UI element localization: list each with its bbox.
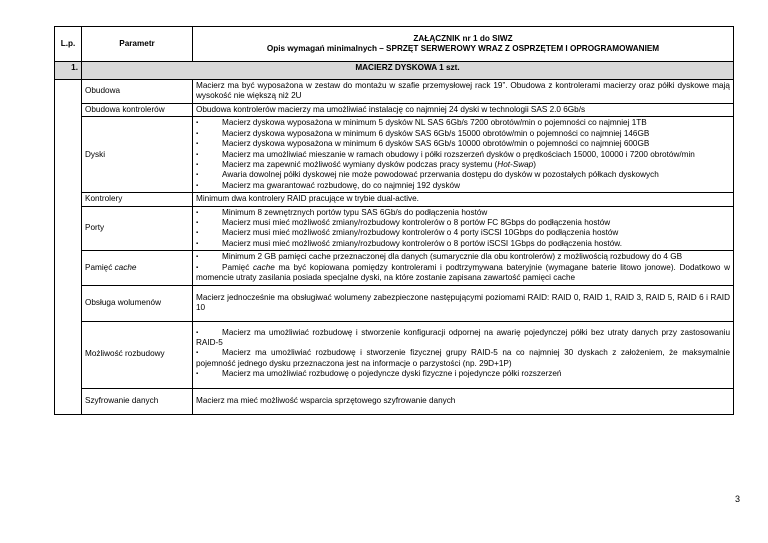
bullet-icon: ▪ — [196, 130, 199, 137]
table-row — [55, 193, 734, 206]
bullet-icon: ▪ — [196, 230, 199, 237]
table-row — [55, 285, 734, 321]
bullet-icon: ▪ — [196, 151, 199, 158]
param-szyfrowanie-danych: Szyfrowanie danych — [82, 388, 193, 414]
list-item: ▪ Minimum 8 zewnętrznych portów typu SAS 6Gb/s do podłączenia hostów — [196, 207, 488, 217]
param-kontrolery: Kontrolery — [82, 193, 193, 206]
dyski-list — [196, 118, 730, 191]
bullet-icon: ▪ — [196, 264, 199, 271]
section-title: MACIERZ DYSKOWA 1 szt. — [82, 62, 734, 80]
bullet-icon: ▪ — [196, 162, 199, 169]
list-item: ▪ Macierz ma umożliwiać rozbudowę i stworzenie fizycznej grupy RAID-5 na co najmniej 30 dyskach z założeniem, że maksymalnie pojemność jednego dysku przeznaczona jest na informacje o parzystości (np. 29D+1P) — [196, 348, 730, 368]
list-item: ▪ Pamięć cache ma być kopiowana pomiędzy kontrolerami i podtrzymywana bateryjnie (wymagane baterie litowo jonowe). Dodatkowo w momencie utraty zasilania posiada specjalne dyski, na które zostanie zapisana zawartość pamięci cache — [196, 262, 730, 283]
param-obudowa: Obudowa — [82, 80, 193, 104]
value-kontrolery: Minimum dwa kontrolery RAID pracujące w trybie dual-active. — [196, 194, 419, 204]
value-obsluga-wolumenow: Macierz jednocześnie ma obsługiwać wolumeny zabezpieczone następującymi poziomami RAID: RAID 0, RAID 1, RAID 3, RAID 5, RAID 6 i RAID 10 — [196, 292, 730, 312]
specification-table — [54, 26, 734, 415]
header-title-line1: ZAŁĄCZNIK nr 1 do SIWZ — [413, 34, 513, 43]
bullet-icon: ▪ — [196, 371, 199, 378]
bullet-icon: ▪ — [196, 141, 199, 148]
header-parametr: Parametr — [82, 27, 193, 62]
bullet-icon: ▪ — [196, 254, 199, 261]
value-szyfrowanie-danych: Macierz ma mieć możliwość wsparcia sprzętowego szyfrowanie danych — [196, 395, 456, 405]
list-item: ▪ Macierz dyskowa wyposażona w minimum 5 dysków NL SAS 6Gb/s 7200 obrotów/min o pojemności co najmniej 1TB — [196, 118, 647, 128]
header-title — [193, 27, 734, 62]
param-pamiec-cache: Pamięć cache — [82, 251, 193, 285]
bullet-icon: ▪ — [196, 350, 199, 357]
hot-swap-term: Hot-Swap — [497, 160, 534, 170]
bullet-icon: ▪ — [196, 329, 199, 336]
list-item: ▪ Macierz musi mieć możliwość zmiany/rozbudowy kontrolerów o 8 portów iSCSI 1Gbps do podłączenia hostów. — [196, 238, 622, 248]
page-number: 3 — [734, 494, 740, 504]
section-number: 1. — [55, 62, 82, 80]
table-row — [55, 80, 734, 104]
header-title-line2: Opis wymagań minimalnych – SPRZĘT SERWEROWY WRAZ Z OSPRZĘTEM I OPROGRAMOWANIEM — [266, 44, 660, 53]
list-item: ▪ Macierz dyskowa wyposażona w minimum 6 dysków SAS 6Gb/s 15000 obrotów/min o pojemności co najmniej 146GB — [196, 128, 650, 138]
bullet-icon: ▪ — [196, 220, 199, 227]
bullet-icon: ▪ — [196, 172, 199, 179]
bullet-icon: ▪ — [196, 182, 199, 189]
table-row — [55, 104, 734, 117]
table-row — [55, 321, 734, 388]
list-item: ▪ Macierz ma umożliwiać rozbudowę i stworzenie konfiguracji odpornej na awarię pojedynczej półki bez utraty danych przy zastosowaniu RAID-5 — [196, 327, 730, 347]
list-item: ▪ Awaria dowolnej półki dyskowej nie może powodować przerwania dostępu do dysków w pozostałych półkach dyskowych — [196, 170, 659, 180]
param-obsluga-wolumenow: Obsługa wolumenów — [82, 285, 193, 321]
param-porty: Porty — [82, 206, 193, 251]
list-item: ▪ Macierz dyskowa wyposażona w minimum 6 dysków SAS 6Gb/s 10000 obrotów/min o pojemności co najmniej 600GB — [196, 139, 650, 149]
list-item: ▪ Macierz ma umożliwiać mieszanie w ramach obudowy i półki rozszerzeń dysków o prędkościach 15000, 10000 i 7200 obrotów/min — [196, 149, 695, 159]
table-row — [55, 206, 734, 251]
list-item: ▪ Macierz musi mieć możliwość zmiany/rozbudowy kontrolerów o 8 portów FC 8Gbps do podłączenia hostów — [196, 218, 611, 228]
param-obudowa-kontrolerow: Obudowa kontrolerów — [82, 104, 193, 117]
table-row — [55, 117, 734, 193]
list-item: ▪ Macierz ma umożliwiać rozbudowę o pojedyncze dyski fizyczne i pojedyncze półki rozszerzeń — [196, 369, 562, 379]
bullet-icon: ▪ — [196, 209, 199, 216]
lp-cell — [55, 80, 82, 415]
list-item: ▪ Macierz musi mieć możliwość zmiany/rozbudowy kontrolerów o 4 porty iSCSI 10Gbps do podłączenia hostów — [196, 228, 619, 238]
list-item: ▪ Macierz ma zapewnić możliwość wymiany dysków podczas pracy systemu (Hot-Swap) — [196, 160, 536, 170]
list-item: ▪ Minimum 2 GB pamięci cache przeznaczonej dla danych (sumarycznie dla obu kontrolerów) z możliwością rozbudowy do 4 GB — [196, 252, 683, 262]
rozbudowa-list — [196, 328, 730, 380]
table-row — [55, 388, 734, 414]
bullet-icon: ▪ — [196, 240, 199, 247]
pamiec-list — [196, 252, 730, 283]
header-lp: L.p. — [55, 27, 82, 62]
param-mozliwosc-rozbudowy: Możliwość rozbudowy — [82, 321, 193, 388]
table-row — [55, 251, 734, 285]
param-dyski: Dyski — [82, 117, 193, 193]
list-item: ▪ Macierz ma gwarantować rozbudowę, do co najmniej 192 dysków — [196, 180, 461, 190]
bullet-icon: ▪ — [196, 120, 199, 127]
porty-list — [196, 208, 730, 250]
value-obudowa: Macierz ma być wyposażona w zestaw do montażu w szafie przemysłowej rack 19”. Obudowa z kontrolerami macierzy oraz półki dyskowe mają wysokość nie większą niż 2U — [196, 81, 730, 101]
value-obudowa-kontrolerow: Obudowa kontrolerów macierzy ma umożliwiać instalację co najmniej 24 dyski w technologii SAS 2.0 6Gb/s — [196, 105, 586, 114]
